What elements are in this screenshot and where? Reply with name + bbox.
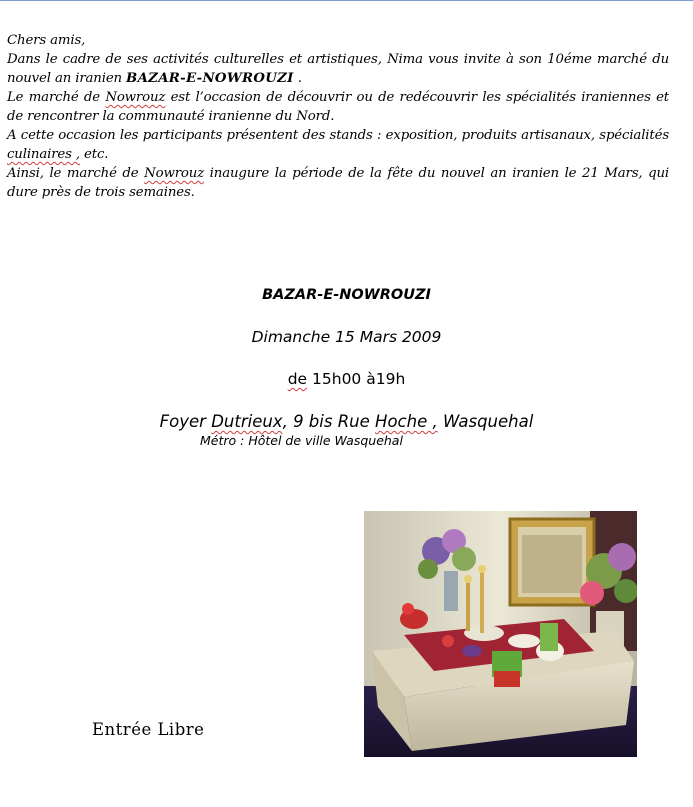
event-time-word: de (287, 370, 308, 388)
intro-text (7, 31, 669, 202)
intro-p2-a: Le marché de (7, 90, 106, 105)
intro-p2-b: est l’occasion de découvrir ou de redécouvrir les spécialités iraniennes et de rencontrer la communauté iranienne du Nord. (7, 90, 669, 124)
event-place-b: , 9 bis Rue (282, 412, 376, 431)
event-title: BAZAR-E-NOWROUZI (262, 287, 431, 303)
event-place (0, 412, 693, 431)
event-time-rest: 15h00 à19h (307, 370, 406, 388)
entry-label: Entrée Libre (92, 720, 205, 739)
intro-paragraph-2 (7, 88, 669, 126)
bazar-name: BAZAR-E-NOWROUZI (126, 71, 294, 86)
intro-paragraph-3 (7, 126, 669, 164)
event-metro: Métro : Hôtel de ville Wasquehal (200, 433, 403, 448)
intro-p1-start: Dans le cadre de ses activités culturelles et artistiques, Nima vous invite à son 10éme marché du nouvel an iranien (7, 52, 669, 86)
intro-p3-a: A cette occasion les participants présentent des stands : exposition, produits artisanaux, spécialités (7, 128, 669, 143)
intro-p4-a: Ainsi, le marché de (7, 166, 145, 181)
event-place-word2: Hoche , (375, 412, 438, 431)
intro-p4-word: Nowrouz (144, 166, 205, 181)
event-place-word1: Dutrieux (211, 412, 283, 431)
intro-p1-end: . (293, 71, 302, 86)
intro-p3-word: culinaires , (7, 147, 80, 162)
haft-sin-table-photo (364, 511, 637, 757)
intro-paragraph-1 (7, 50, 669, 88)
event-date: Dimanche 15 Mars 2009 (251, 328, 442, 346)
intro-p4-b: inaugure la période de la fête du nouvel an iranien le 21 Mars, qui dure près de trois semaines. (7, 166, 669, 200)
event-place-c: Wasquehal (437, 412, 534, 431)
top-border (0, 0, 693, 1)
greeting: Chers amis, (7, 33, 86, 48)
intro-p3-b: etc. (79, 147, 109, 162)
event-place-a: Foyer (159, 412, 212, 431)
event-time (0, 370, 693, 388)
intro-p2-word: Nowrouz (105, 90, 166, 105)
intro-paragraph-4 (7, 164, 669, 202)
